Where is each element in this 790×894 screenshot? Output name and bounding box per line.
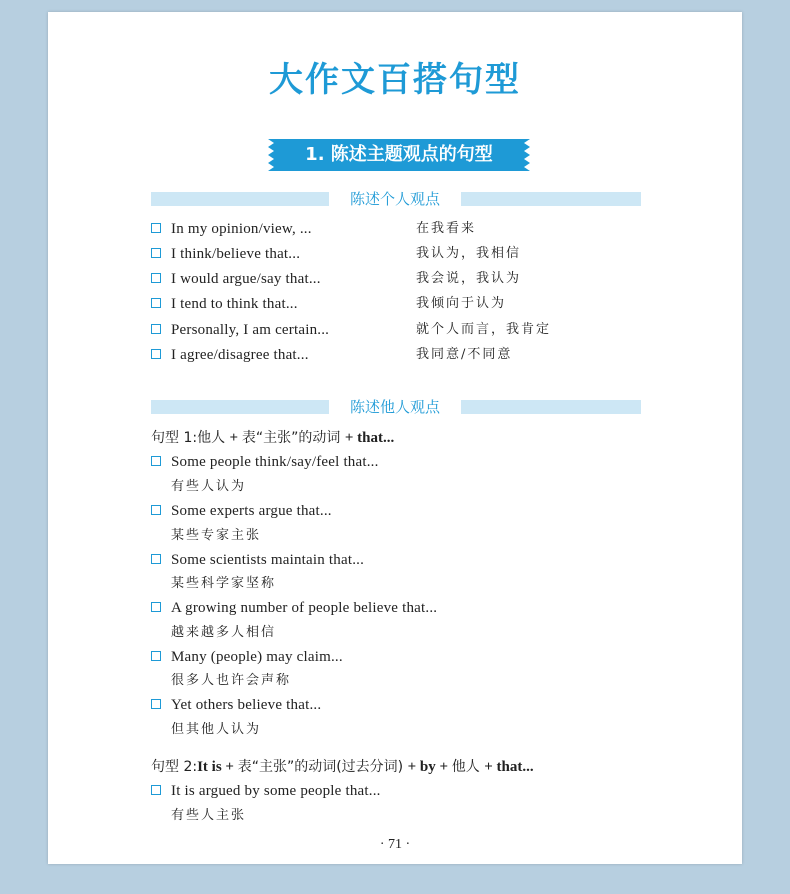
checkbox-icon: [151, 349, 161, 359]
phrase-row: [151, 597, 651, 619]
phrase-english: Some experts argue that...: [171, 503, 332, 519]
phrase-row: [151, 451, 651, 473]
phrase-chinese: 某些专家主张: [171, 528, 262, 543]
checkbox-icon: [151, 223, 161, 233]
phrase-row: [151, 646, 651, 668]
phrase-english: Personally, I am certain...: [171, 322, 330, 338]
phrase-row: [151, 344, 651, 366]
pattern-1-formula: [151, 427, 394, 449]
phrase-english: Some people think/say/feel that...: [171, 454, 379, 470]
checkbox-icon: [151, 602, 161, 612]
phrase-row: [151, 319, 651, 341]
phrase-english: I agree/disagree that...: [171, 347, 309, 363]
phrase-chinese: 我倾向于认为: [416, 296, 507, 311]
pattern-label: 句型 2:: [151, 759, 198, 775]
phrase-chinese: 越来越多人相信: [171, 625, 277, 640]
formula-part: It is +: [197, 759, 238, 775]
phrase-english: Many (people) may claim...: [171, 649, 343, 665]
checkbox-icon: [151, 505, 161, 515]
phrase-english: In my opinion/view, ...: [171, 221, 312, 237]
document-page: [48, 12, 742, 864]
checkbox-icon: [151, 324, 161, 334]
phrase-english: Yet others believe that...: [171, 697, 322, 713]
subsection-title: 陈述他人观点: [349, 398, 440, 416]
header-bar-left: [151, 192, 329, 206]
checkbox-icon: [151, 699, 161, 709]
phrase-english: Some scientists maintain that...: [171, 552, 365, 568]
header-bar-right: [461, 192, 641, 206]
phrase-row: [151, 268, 651, 290]
pattern-label: 句型 1:: [151, 430, 198, 446]
formula-part: 他人: [197, 430, 230, 446]
header-bar-left: [151, 400, 329, 414]
phrase-chinese: 但其他人认为: [171, 722, 262, 737]
phrase-english: I would argue/say that...: [171, 271, 321, 287]
subsection-header-personal: [151, 190, 641, 208]
phrase-chinese: 在我看来: [416, 221, 477, 236]
checkbox-icon: [151, 248, 161, 258]
checkbox-icon: [151, 554, 161, 564]
phrase-chinese: 我同意/不同意: [416, 347, 513, 362]
phrase-row: [151, 500, 651, 522]
phrase-english: It is argued by some people that...: [171, 783, 381, 799]
phrase-chinese: 我会说，我认为: [416, 271, 522, 286]
phrase-row: [151, 218, 651, 240]
formula-part: + that...: [484, 759, 534, 775]
section-title: 1. 陈述主题观点的句型: [305, 144, 493, 165]
pattern-2-formula: [151, 756, 534, 778]
phrase-chinese: 很多人也许会声称: [171, 673, 292, 688]
phrase-english: I think/believe that...: [171, 246, 301, 262]
phrase-row: [151, 293, 651, 315]
page-title: 大作文百搭句型: [269, 60, 521, 100]
phrase-chinese: 某些科学家坚称: [171, 576, 277, 591]
checkbox-icon: [151, 273, 161, 283]
formula-part: 表“主张”的动词(过去分词): [237, 759, 408, 775]
checkbox-icon: [151, 298, 161, 308]
checkbox-icon: [151, 456, 161, 466]
phrase-row: [151, 549, 651, 571]
checkbox-icon: [151, 785, 161, 795]
phrase-english: I tend to think that...: [171, 296, 298, 312]
section-banner: [268, 139, 530, 171]
phrase-row: [151, 243, 651, 265]
phrase-chinese: 有些人主张: [171, 808, 247, 823]
checkbox-icon: [151, 651, 161, 661]
formula-part: 表“主张”的动词: [241, 430, 345, 446]
phrase-row: [151, 780, 651, 802]
phrase-chinese: 就个人而言，我肯定: [416, 322, 552, 337]
phrase-row: [151, 694, 651, 716]
formula-part: + that...: [344, 430, 395, 446]
phrase-chinese: 有些人认为: [171, 479, 247, 494]
page-number: · 71 ·: [379, 837, 411, 852]
subsection-header-others: [151, 398, 641, 416]
phrase-chinese: 我认为，我相信: [416, 246, 522, 261]
phrase-english: A growing number of people believe that...: [171, 600, 438, 616]
formula-part: +: [229, 430, 242, 446]
formula-part: + by +: [407, 759, 452, 775]
formula-part: 他人: [451, 759, 485, 775]
header-bar-right: [461, 400, 641, 414]
subsection-title: 陈述个人观点: [349, 190, 440, 208]
